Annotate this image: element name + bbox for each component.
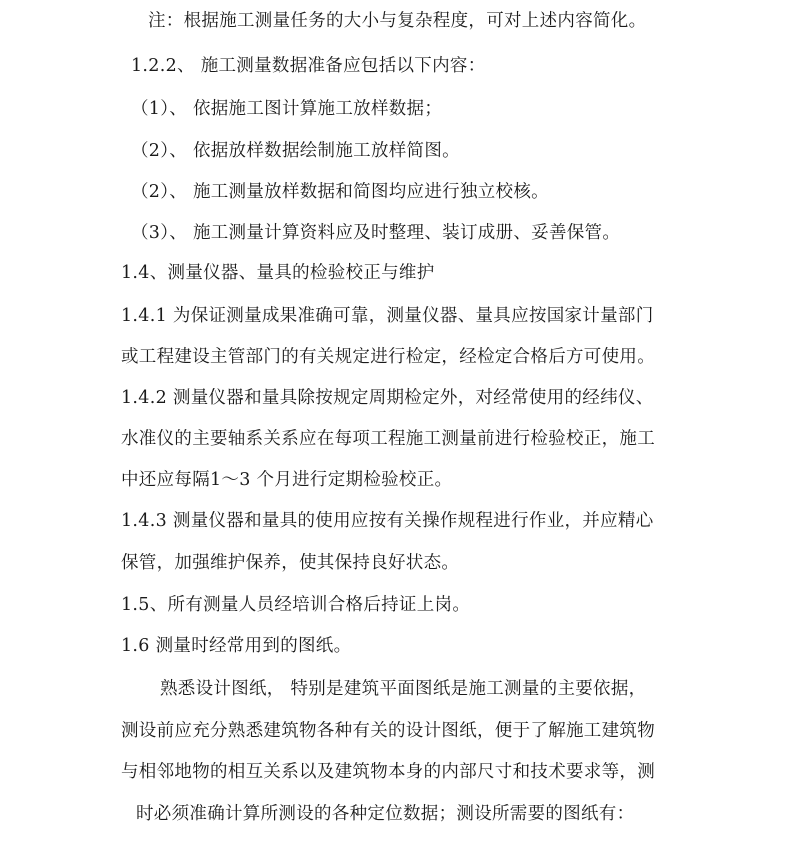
section-1-2-2-heading: 1.2.2、 施工测量数据准备应包括以下内容： <box>131 56 486 76</box>
paragraph-1-4-3-line-2: 保管，加强维护保养，使其保持良好状态。 <box>121 553 460 573</box>
paragraph-1-4-1-line-2: 或工程建设主管部门的有关规定进行检定，经检定合格后方可使用。 <box>121 347 655 367</box>
paragraph-drawings-line-1: 熟悉设计图纸， 特别是建筑平面图纸是施工测量的主要依据， <box>160 679 647 699</box>
list-item-1: （1）、 依据施工图计算施工放样数据； <box>131 99 443 119</box>
paragraph-1-4-2-line-1: 1.4.2 测量仪器和量具除按规定周期检定外，对经常使用的经纬仪、 <box>121 388 654 408</box>
paragraph-1-4-2-line-2: 水准仪的主要轴系关系应在每项工程施工测量前进行检验校正，施工 <box>121 429 655 449</box>
section-1-5-line: 1.5、所有测量人员经培训合格后持证上岗。 <box>121 595 471 615</box>
paragraph-drawings-line-3: 与相邻地物的相互关系以及建筑物本身的内部尺寸和技术要求等，测 <box>121 762 655 782</box>
list-item-2b: （2）、 施工测量放样数据和简图均应进行独立校核。 <box>131 182 549 202</box>
note-line: 注：根据施工测量任务的大小与复杂程度，可对上述内容简化。 <box>148 11 647 31</box>
list-item-2: （2）、 依据放样数据绘制施工放样简图。 <box>131 141 460 161</box>
paragraph-drawings-line-2: 测设前应充分熟悉建筑物各种有关的设计图纸，便于了解施工建筑物 <box>121 721 655 741</box>
section-1-6-heading: 1.6 测量时经常用到的图纸。 <box>121 636 352 656</box>
paragraph-drawings-line-4: 时必须准确计算所测设的各种定位数据；测设所需要的图纸有： <box>136 804 635 824</box>
paragraph-1-4-2-line-3: 中还应每隔1～3 个月进行定期检验校正。 <box>121 470 453 490</box>
paragraph-1-4-3-line-1: 1.4.3 测量仪器和量具的使用应按有关操作规程进行作业，并应精心 <box>121 511 654 531</box>
list-item-3: （3）、 施工测量计算资料应及时整理、装订成册、妥善保管。 <box>131 223 621 243</box>
paragraph-1-4-1-line-1: 1.4.1 为保证测量成果准确可靠，测量仪器、量具应按国家计量部门 <box>121 306 654 326</box>
section-1-4-heading: 1.4、测量仪器、量具的检验校正与维护 <box>121 263 435 283</box>
